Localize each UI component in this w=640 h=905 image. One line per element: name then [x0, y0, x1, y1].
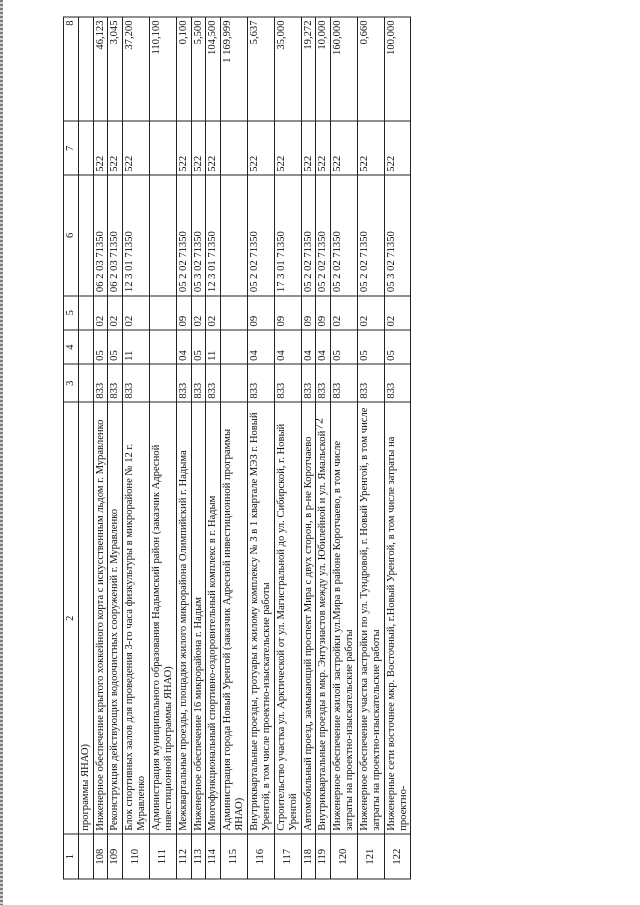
- row-number: 108: [93, 834, 108, 879]
- table-row: [274, 17, 301, 879]
- code-col-3: 833: [316, 364, 331, 402]
- code-col-4: 05: [384, 330, 411, 364]
- code-col-7: 522: [301, 121, 316, 175]
- amount: 104,500: [206, 17, 221, 121]
- code-col-3: 833: [274, 364, 301, 402]
- code-col-7: [150, 121, 177, 175]
- table-row: [331, 17, 358, 879]
- budget-table: [63, 17, 411, 880]
- col-header-6: 6: [64, 175, 79, 295]
- code-col-4: 05: [191, 330, 206, 364]
- code-col-7: 522: [123, 121, 150, 175]
- table-body: [78, 17, 411, 879]
- code-col-7: 522: [331, 121, 358, 175]
- code-col-7: 522: [274, 121, 301, 175]
- table-row: [176, 17, 191, 879]
- code-col-5: 02: [123, 296, 150, 330]
- code-col-4: 04: [301, 330, 316, 364]
- object-name: Инженерное обеспечение 16 микрорайона г. Надым: [191, 402, 206, 834]
- amount: 46,123: [93, 17, 108, 121]
- code-col-7: [221, 121, 248, 175]
- amount: 0,660: [357, 17, 384, 121]
- code-col-6: 06 2 03 71350: [93, 175, 108, 295]
- row-number: 116: [248, 834, 275, 879]
- amount: 110,100: [150, 17, 177, 121]
- amount: 160,000: [331, 17, 358, 121]
- code-col-6: 05 3 02 71350: [191, 175, 206, 295]
- row-number: 119: [316, 834, 331, 879]
- row-number: 115: [221, 834, 248, 879]
- code-col-5: [150, 296, 177, 330]
- code-col-6: 05 2 02 71350: [248, 175, 275, 295]
- code-col-4: [150, 330, 177, 364]
- code-col-6: [150, 175, 177, 295]
- col-header-8: 8: [64, 17, 79, 121]
- code-col-6: 05 2 02 71350: [301, 175, 316, 295]
- code-col-7: 522: [191, 121, 206, 175]
- table-row: [78, 17, 93, 879]
- code-col-5: 09: [316, 296, 331, 330]
- code-col-7: 522: [248, 121, 275, 175]
- table-row: [316, 17, 331, 879]
- code-col-6: 05 2 02 71350: [176, 175, 191, 295]
- object-name: Межквартальные проезды, площадки жилого микрорайона Олимпийский г. Надыма: [176, 402, 191, 834]
- row-number: 111: [150, 834, 177, 879]
- code-col-5: 02: [108, 296, 123, 330]
- code-col-5: 02: [331, 296, 358, 330]
- code-col-3: [221, 364, 248, 402]
- object-name: Администрация муниципального образования Надымский район (заказчик Адресной инвестиционной программы ЯНАО): [150, 402, 177, 834]
- code-col-3: [150, 364, 177, 402]
- code-col-5: [78, 296, 93, 330]
- object-name: Инженерные сети восточнее мкр. Восточный, г.Новый Уренгой, в том числе затраты на проектно-: [384, 402, 411, 834]
- amount: [78, 17, 93, 121]
- amount: 35,000: [274, 17, 301, 121]
- row-number: 121: [357, 834, 384, 879]
- code-col-3: 833: [191, 364, 206, 402]
- code-col-3: 833: [108, 364, 123, 402]
- code-col-6: 05 2 02 71350: [316, 175, 331, 295]
- code-col-4: 04: [274, 330, 301, 364]
- object-name: Администрация города Новый Уренгой (заказчик Адресной инвестиционной программы ЯНАО): [221, 402, 248, 834]
- code-col-4: 05: [93, 330, 108, 364]
- code-col-5: 09: [274, 296, 301, 330]
- code-col-4: 04: [248, 330, 275, 364]
- table-row: [123, 17, 150, 879]
- table-row: [301, 17, 316, 879]
- col-header-4: 4: [64, 330, 79, 364]
- amount: 3,045: [108, 17, 123, 121]
- code-col-5: [221, 296, 248, 330]
- object-name: Инженерное обеспечение участка застройки по ул. Тундровой, г. Новый Уренгой, в том числе затраты на проектно-изыскательские работы: [357, 402, 384, 834]
- code-col-4: 11: [206, 330, 221, 364]
- code-col-7: 522: [384, 121, 411, 175]
- object-name: программы ЯНАО): [78, 402, 93, 834]
- code-col-4: [78, 330, 93, 364]
- code-col-4: 11: [123, 330, 150, 364]
- code-col-3: 833: [357, 364, 384, 402]
- col-header-7: 7: [64, 121, 79, 175]
- rotated-page: [63, 17, 623, 880]
- row-number: 117: [274, 834, 301, 879]
- code-col-6: 05 2 02 71350: [331, 175, 358, 295]
- code-col-3: 833: [176, 364, 191, 402]
- header-row: [64, 17, 79, 879]
- code-col-3: 833: [331, 364, 358, 402]
- code-col-5: 02: [384, 296, 411, 330]
- object-name: Внутриквартальные проезды в мкр. Энтузиастов между ул. Юбилейной и ул. Ямальской: [316, 402, 331, 834]
- object-name: Блок спортивных залов для проведения 3-го часа физкультуры в микрорайоне № 12 г. Муравленко: [123, 402, 150, 834]
- code-col-4: 04: [176, 330, 191, 364]
- code-col-6: 12 3 01 71350: [206, 175, 221, 295]
- code-col-5: 09: [301, 296, 316, 330]
- code-col-6: 05 3 02 71350: [384, 175, 411, 295]
- col-header-3: 3: [64, 364, 79, 402]
- amount: 0,100: [176, 17, 191, 121]
- row-number: 113: [191, 834, 206, 879]
- code-col-6: 05 2 02 71350: [357, 175, 384, 295]
- code-col-3: 833: [206, 364, 221, 402]
- table-row: [357, 17, 384, 879]
- amount: 5,500: [191, 17, 206, 121]
- code-col-5: 09: [176, 296, 191, 330]
- code-col-5: 02: [191, 296, 206, 330]
- code-col-7: [78, 121, 93, 175]
- object-name: Многофункциональный спортивно-оздоровительный комплекс в г. Надым: [206, 402, 221, 834]
- code-col-7: 522: [206, 121, 221, 175]
- code-col-3: 833: [248, 364, 275, 402]
- row-number: 110: [123, 834, 150, 879]
- row-number: 122: [384, 834, 411, 879]
- table-row: [248, 17, 275, 879]
- row-number: 109: [108, 834, 123, 879]
- code-col-5: 02: [357, 296, 384, 330]
- table-row: [93, 17, 108, 879]
- code-col-6: [78, 175, 93, 295]
- row-number: 114: [206, 834, 221, 879]
- amount: 10,000: [316, 17, 331, 121]
- code-col-4: 05: [108, 330, 123, 364]
- code-col-4: [221, 330, 248, 364]
- amount: 19,272: [301, 17, 316, 121]
- table-row: [384, 17, 411, 879]
- code-col-7: 522: [357, 121, 384, 175]
- object-name: Внутриквартальные проезды, тротуары к жилому комплексу № 3 в 1 квартале МЭЗ г. Новый Уренгой, в том числе проектно-изыскательские работы: [248, 402, 275, 834]
- row-number: 118: [301, 834, 316, 879]
- scan-edge: [0, 0, 3, 905]
- code-col-7: 522: [316, 121, 331, 175]
- col-header-5: 5: [64, 296, 79, 330]
- code-col-6: 12 3 01 71350: [123, 175, 150, 295]
- code-col-6: [221, 175, 248, 295]
- amount: 1 169,999: [221, 17, 248, 121]
- row-number: [78, 834, 93, 879]
- code-col-4: 05: [331, 330, 358, 364]
- amount: 37,200: [123, 17, 150, 121]
- code-col-3: 833: [301, 364, 316, 402]
- table-row: [191, 17, 206, 879]
- page-number: 72: [311, 418, 326, 430]
- amount: 100,000: [384, 17, 411, 121]
- row-number: 112: [176, 834, 191, 879]
- code-col-3: 833: [384, 364, 411, 402]
- code-col-4: 04: [316, 330, 331, 364]
- code-col-3: 833: [93, 364, 108, 402]
- code-col-4: 05: [357, 330, 384, 364]
- code-col-3: 833: [123, 364, 150, 402]
- table-row: [221, 17, 248, 879]
- table-row: [206, 17, 221, 879]
- object-name: Строительство участка ул. Арктической от ул. Магистральной до ул. Сибирской, г. Новый Уренгой: [274, 402, 301, 834]
- code-col-5: 09: [248, 296, 275, 330]
- amount: 5,637: [248, 17, 275, 121]
- code-col-6: 06 2 03 71350: [108, 175, 123, 295]
- code-col-5: 02: [206, 296, 221, 330]
- code-col-7: 522: [93, 121, 108, 175]
- object-name: Инженерное обеспечение крытого хоккейного корта с искусственным льдом г. Муравленко: [93, 402, 108, 834]
- code-col-5: 02: [93, 296, 108, 330]
- object-name: Автомобильный проезд, замыкающий проспект Мира с двух сторон, в р-не Коротчаево: [301, 402, 316, 834]
- row-number: 120: [331, 834, 358, 879]
- object-name: Реконструкция действующих водоочистных сооружений г. Муравленко: [108, 402, 123, 834]
- table-row: [108, 17, 123, 879]
- table-row: [150, 17, 177, 879]
- code-col-7: 522: [176, 121, 191, 175]
- object-name: Инженерное обеспечение жилой застройки ул.Мира в районе Коротчаево, в том числе затраты на проектно-изыскательские работы: [331, 402, 358, 834]
- col-header-1: 1: [64, 834, 79, 879]
- code-col-6: 17 3 01 71350: [274, 175, 301, 295]
- col-header-2: 2: [64, 402, 79, 834]
- code-col-3: [78, 364, 93, 402]
- code-col-7: 522: [108, 121, 123, 175]
